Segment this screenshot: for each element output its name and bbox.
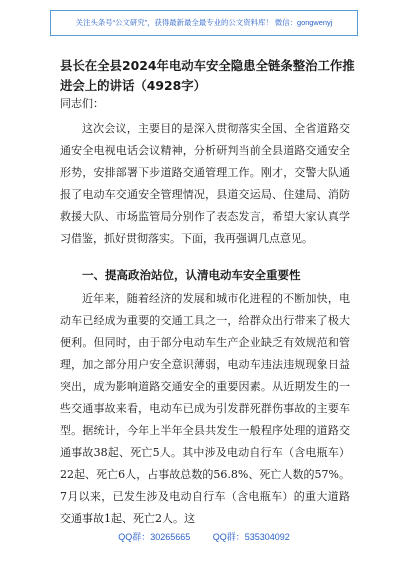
section-heading-1: 一、提高政治站位，认清电动车安全重要性	[82, 268, 301, 282]
paragraph-section-1: 近年来，随着经济的发展和城市化进程的不断加快，电动车已经成为重要的交通工具之一，给群众出行带来了极大便利。但同时，由于部分电动车生产企业缺乏有效规范和管理，加之部分用户安全意识薄弱，电动车违法违规现象日益突出，成为影响道路交通安全的重要因素。从近期发生的一些交通事故来看，电动车已成为引发群死群伤事故的主要车型。据统计，今年上半年全县共发生一般程序处理的道路交通事故38起、死亡5人。其中涉及电动自行车（含电瓶车）22起、死亡6人，占事故总数的56.8%、死亡人数的57%。7月以来，已发生涉及电动自行车（含电瓶车）的重大道路交通事故1起、死亡2人。这	[60, 292, 350, 525]
header-banner: 关注头条号“公文研究”，获得最新最全最专业的公文资料库！ 微信：gongwenyj	[50, 10, 358, 36]
document-title: 县长在全县2024年电动车安全隐患全链条整治工作推进会上的讲话（4928字）	[60, 58, 355, 93]
salutation: 同志们：	[60, 97, 104, 110]
footer-qq-group-1: QQ群：30265665	[118, 532, 191, 542]
footer-qq-group-2: QQ群：535304092	[212, 532, 290, 542]
paragraph-opening: 这次会议，主要目的是深入贯彻落实全国、全省道路交通安全电视电话会议精神，分析研判当前全县道路交通安全形势，安排部署下步道路交通管理工作。刚才，交警大队通报了电动车交通安全管理情况，县道交运局、住建局、消防救援大队、市场监管局分别作了表态发言，希望大家认真学习借鉴，抓好贯彻落实。下面，我再强调几点意见。	[60, 122, 350, 245]
footer-bar	[0, 530, 408, 544]
